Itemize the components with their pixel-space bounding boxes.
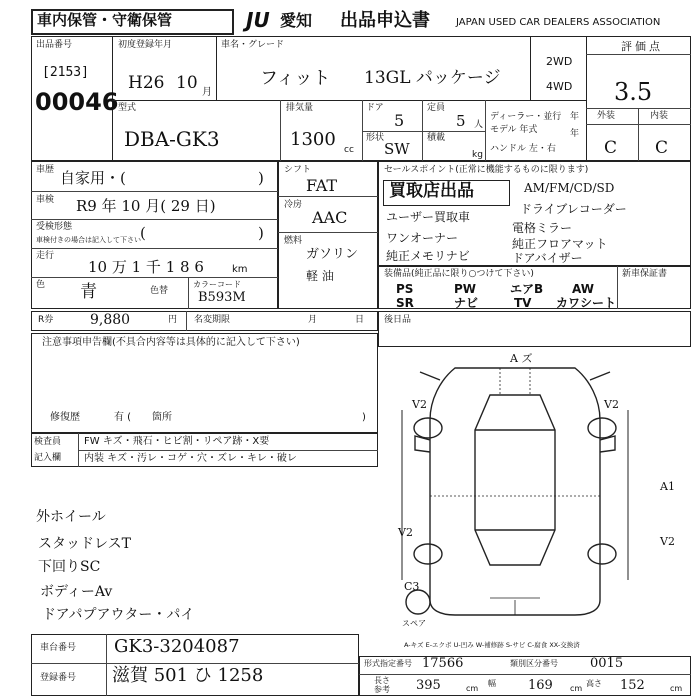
checker-row-1: FW キズ・飛石・ヒビ割・リペア跡・X要 xyxy=(84,436,270,447)
drive-4wd: 4WD xyxy=(546,80,573,93)
repair-detail: 箇所 xyxy=(152,412,172,423)
lot-label: 出品番号 xyxy=(36,40,73,50)
shift-label: シフト xyxy=(284,165,312,175)
diagram-mark-left: V2 xyxy=(412,398,427,411)
inspection-label: 車検 xyxy=(36,195,55,205)
car-grade-value: 13GL パッケージ xyxy=(364,68,501,88)
diagram-mark-spare: C3 xyxy=(404,580,420,593)
equip-seat: カワシート xyxy=(556,296,617,310)
diagram-mark-rear-right: V2 xyxy=(660,535,675,548)
selling-item-3: 電格ミラー xyxy=(512,221,573,235)
color-label: 色 xyxy=(36,280,46,290)
doors-label: ドア xyxy=(366,103,384,113)
load-unit: kg xyxy=(472,150,483,160)
brand-logo: JU xyxy=(246,8,270,32)
displacement-unit: cc xyxy=(344,145,354,155)
association-name: JAPAN USED CAR DEALERS ASSOCIATION xyxy=(456,17,661,28)
name-change-month: 月 xyxy=(308,315,318,325)
spare-label: スペア xyxy=(402,619,426,628)
history-label: 車歴 xyxy=(36,165,55,175)
reg-month-unit: 月 xyxy=(202,87,212,98)
remarks-label: 注意事項申告欄(不具合内容等は具体的に記入して下さい) xyxy=(42,337,300,348)
model-value: DBA-GK3 xyxy=(124,127,220,151)
inspection-date-value: ( xyxy=(140,224,146,242)
history-close: ) xyxy=(258,169,264,187)
mileage-label: 走行 xyxy=(36,251,55,261)
recycle-value: 9,880 xyxy=(90,312,131,328)
capacity-value: 5 xyxy=(456,112,466,130)
dealer-mark-2: 年 xyxy=(570,129,580,139)
dealer-mark-1: 年 xyxy=(570,112,580,122)
fuel-label: 燃料 xyxy=(284,236,303,246)
equip-tv: TV xyxy=(514,296,532,310)
checker-label-2: 記入欄 xyxy=(34,453,62,463)
dealer-row-1: ディーラー・並行 xyxy=(490,112,562,122)
displacement-value: 1300 xyxy=(290,129,336,150)
color-change-label: 色替 xyxy=(150,286,169,296)
fuel-diesel: 軽 油 xyxy=(306,269,334,283)
selling-item-5: ドアバイザー xyxy=(512,251,583,265)
plate-label: 登録番号 xyxy=(40,673,77,683)
inspection-date-label: 受検形態 xyxy=(36,222,73,232)
rating-label: 評価点 xyxy=(621,40,663,53)
model-label: 型式 xyxy=(118,103,137,113)
shape-value: SW xyxy=(384,140,410,158)
spec-len-unit: cm xyxy=(466,684,479,693)
dealer-row-2: モデル 年式 xyxy=(490,125,538,135)
selling-item-6: ユーザー買取車 xyxy=(386,210,471,224)
equip-aw: AW xyxy=(572,282,594,296)
repair-label: 修復歴 xyxy=(50,412,80,423)
mileage-value: 10 万 1 千 1 8 6 xyxy=(88,258,204,276)
inspection-date-sub: 車検付きの場合は記入して下さい xyxy=(36,236,141,244)
equip-pw: PW xyxy=(454,282,477,296)
color-code-value: B593M xyxy=(198,290,246,305)
repair-value: 有 ( xyxy=(114,412,132,423)
car-name-label: 車名・グレード xyxy=(221,40,285,50)
spec-width-value: 169 xyxy=(528,678,553,693)
rating-value: 3.5 xyxy=(614,78,653,106)
diagram-mark-top: A ズ xyxy=(510,352,533,365)
spec-height-value: 152 xyxy=(620,678,645,693)
displacement-label: 排気量 xyxy=(286,103,314,113)
spec-width-label: 幅 xyxy=(488,679,496,688)
checker-label-1: 検査員 xyxy=(34,437,62,447)
recycle-label: R券 xyxy=(38,315,54,325)
drive-2wd: 2WD xyxy=(546,55,573,68)
form-title: 出品申込書 xyxy=(340,10,430,31)
recycle-unit: 円 xyxy=(168,315,178,325)
interior-grade: C xyxy=(655,138,669,158)
spec-height-label: 高さ xyxy=(586,679,602,688)
back-label: 後日品 xyxy=(384,315,412,325)
interior-label: 内装 xyxy=(650,111,669,121)
inspection-value: R9 年 10 月( 29 日) xyxy=(76,197,216,215)
note-4: ボディーAv xyxy=(40,584,113,600)
mileage-unit: km xyxy=(232,264,248,275)
spec-class-value: 0015 xyxy=(590,656,624,671)
name-change-day: 日 xyxy=(355,315,365,325)
doors-value: 5 xyxy=(394,111,405,130)
repair-close: ) xyxy=(362,412,366,423)
load-label: 積載 xyxy=(427,133,446,143)
selling-item-2: ドライブレコーダー xyxy=(520,202,627,216)
highlight-text: 買取店出品 xyxy=(389,181,474,201)
color-value: 青 xyxy=(80,282,97,302)
inspection-date-close: ) xyxy=(258,224,264,242)
equipment-label: 装備品(純正品に限り○つけて下さい) xyxy=(384,269,534,279)
diagram-mark-side: A1 xyxy=(660,480,675,493)
warranty-label: 新車保証書 xyxy=(622,269,668,279)
diagram-mark-right: V2 xyxy=(604,398,619,411)
plate-value: 滋賀 501 ひ 1258 xyxy=(112,665,264,686)
note-5: ドアパプアウター・パイ xyxy=(42,607,195,623)
reg-month-value: 10 xyxy=(176,73,198,93)
exterior-label: 外装 xyxy=(597,111,616,121)
selling-item-1: AM/FM/CD/SD xyxy=(524,181,615,195)
note-1: 外ホイール xyxy=(36,509,106,525)
capacity-unit: 人 xyxy=(474,120,484,130)
name-change-label: 名変期限 xyxy=(194,315,231,325)
chassis-label: 車台番号 xyxy=(40,643,77,653)
equip-airbag: エアB xyxy=(510,282,544,296)
car-name-value: フィット xyxy=(260,68,331,89)
reg-year-label: 初度登録年月 xyxy=(118,40,173,50)
chassis-value: GK3-3204087 xyxy=(114,636,240,657)
spec-class-label: 類別区分番号 xyxy=(510,659,558,668)
lot-number: 00046 xyxy=(35,88,119,116)
storage-tag-text: 車内保管・守衛保管 xyxy=(37,11,173,29)
diagram-mark-rear-left: V2 xyxy=(398,526,413,539)
equip-navi: ナビ xyxy=(454,296,479,310)
selling-item-8: 純正メモリナビ xyxy=(386,249,470,263)
spec-type-label: 形式指定番号 xyxy=(364,659,412,668)
ac-label: 冷房 xyxy=(284,200,303,210)
spec-ref: 参考 xyxy=(374,685,390,694)
spec-width-unit: cm xyxy=(570,684,583,693)
spec-len-label: 長さ xyxy=(374,676,390,685)
ac-value: AAC xyxy=(312,208,348,227)
fuel-gas: ガソリン xyxy=(306,247,359,262)
selling-item-4: 純正フロアマット xyxy=(512,237,608,251)
note-3: 下回りSC xyxy=(38,559,101,575)
selling-item-7: ワンオーナー xyxy=(386,231,459,245)
dealer-row-3: ハンドル 左・右 xyxy=(490,144,556,154)
note-2: スタッドレスT xyxy=(38,536,131,552)
equip-ps: PS xyxy=(396,282,414,296)
shape-label: 形状 xyxy=(366,133,385,143)
capacity-label: 定員 xyxy=(427,103,446,113)
spec-type-value: 17566 xyxy=(422,656,464,671)
color-code-label: カラーコード xyxy=(193,280,241,289)
diagram-legend: A-キズ E-エクボ U-凹み W-補修跡 S-サビ C-腐食 XX-交換済 xyxy=(404,641,580,649)
shift-value: FAT xyxy=(306,176,338,195)
reg-year-value: H26 xyxy=(128,73,165,93)
exterior-grade: C xyxy=(604,138,618,158)
history-value: 自家用・( xyxy=(60,169,126,187)
selling-points-label: セールスポイント(正常に機能するものに限ります) xyxy=(384,165,589,175)
spec-len-value: 395 xyxy=(416,678,441,693)
brand-name: 愛知 xyxy=(280,11,313,30)
spec-height-unit: cm xyxy=(670,684,683,693)
lot-sub-number: [2153] xyxy=(42,65,89,80)
equip-sr: SR xyxy=(396,296,414,310)
checker-row-2: 内装 キズ・汚レ・コゲ・穴・ズレ・キレ・破レ xyxy=(84,453,297,464)
